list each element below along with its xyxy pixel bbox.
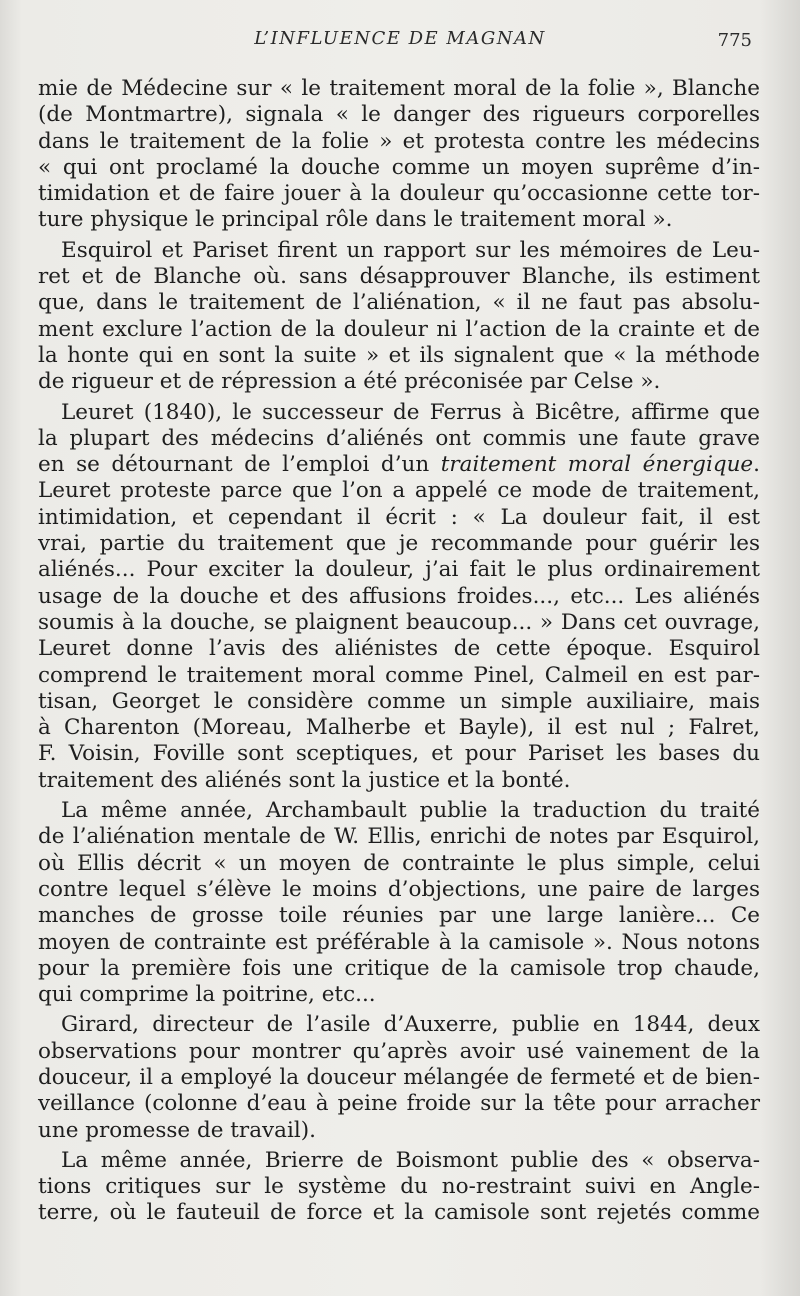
- text-line: Girard, directeur de l’asile d’Auxerre, publie en 1844, deux: [61, 1012, 760, 1038]
- text-line: comprend le traitement moral comme Pinel, Calmeil en est par-: [38, 662, 760, 688]
- text-line: observations pour montrer qu’après avoir usé vainement de la: [38, 1038, 760, 1064]
- text-line: une promesse de travail).: [38, 1117, 316, 1143]
- text-line: qui comprime la poitrine, etc...: [38, 982, 376, 1008]
- text-line: Leuret (1840), le successeur de Ferrus à Bicêtre, affirme que: [61, 399, 760, 425]
- emphasis-text: traitement moral énergique: [440, 452, 754, 478]
- text-line: dans le traitement de la folie » et protesta contre les médecins: [38, 128, 760, 154]
- running-header: [0, 28, 800, 58]
- text-line: usage de la douche et des affusions froides..., etc... Les aliénés: [38, 583, 760, 609]
- text-line: contre lequel s’élève le moins d’objections, une paire de larges: [38, 876, 760, 902]
- text-line: à Charenton (Moreau, Malherbe et Bayle), il est nul ; Falret,: [38, 715, 760, 741]
- text-line: (de Montmartre), signala « le danger des rigueurs corporelles: [38, 102, 760, 128]
- text-line: manches de grosse toile réunies par une large lanière... Ce: [38, 903, 760, 929]
- text-line: La même année, Brierre de Boismont publie des « observa-: [61, 1147, 760, 1173]
- text-line: ture physique le principal rôle dans le traitement moral ».: [38, 207, 673, 233]
- paragraph: [38, 238, 760, 396]
- text-line: Leuret donne l’avis des aliénistes de cette époque. Esquirol: [38, 636, 760, 662]
- paragraph: [38, 798, 760, 1008]
- paragraph: [38, 1012, 760, 1143]
- running-title: L’INFLUENCE DE MAGNAN: [254, 28, 546, 49]
- text-line: aliénés... Pour exciter la douleur, j’ai fait le plus ordinairement: [38, 557, 760, 583]
- page-number: 775: [717, 30, 752, 51]
- text-line: douceur, il a employé la douceur mélangée de fermeté et de bien-: [38, 1064, 760, 1090]
- text-line: moyen de contrainte est préférable à la camisole ». Nous notons: [38, 929, 760, 955]
- text-line: intimidation, et cependant il écrit : « La douleur fait, il est: [38, 504, 760, 530]
- text-line: « qui ont proclamé la douche comme un moyen suprême d’in-: [38, 154, 760, 180]
- text-line: terre, où le fauteuil de force et la camisole sont rejetés comme: [38, 1200, 760, 1226]
- text-line: soumis à la douche, se plaignent beaucoup... » Dans cet ouvrage,: [38, 609, 760, 635]
- text-line: F. Voisin, Foville sont sceptiques, et pour Pariset les bases du: [38, 741, 760, 767]
- text-line: en se détournant de l’emploi d’un traitement moral énergique.: [38, 452, 760, 478]
- text-line: Esquirol et Pariset firent un rapport sur les mémoires de Leu-: [61, 237, 760, 263]
- text-line: la plupart des médecins d’aliénés ont commis une faute grave: [38, 425, 760, 451]
- text-line: vrai, partie du traitement que je recommande pour guérir les: [38, 531, 760, 557]
- text-line: tisan, Georget le considère comme un simple auxiliaire, mais: [38, 688, 760, 714]
- paragraph: [38, 1148, 760, 1227]
- text-line: veillance (colonne d’eau à peine froide sur la tête pour arracher: [38, 1091, 760, 1117]
- text-line: de rigueur et de répression a été préconisée par Celse ».: [38, 369, 661, 395]
- paragraph: [38, 400, 760, 794]
- paragraph: [38, 76, 760, 234]
- text-line: Leuret proteste parce que l’on a appelé ce mode de traitement,: [38, 478, 760, 504]
- text-line: La même année, Archambault publie la traduction du traité: [61, 798, 760, 824]
- text-line: tions critiques sur le système du no-restraint suivi en Angle-: [38, 1174, 760, 1200]
- text-line: ret et de Blanche où. sans désapprouver Blanche, ils estiment: [38, 264, 760, 290]
- text-line: pour la première fois une critique de la camisole trop chaude,: [38, 955, 760, 981]
- text-line: timidation et de faire jouer à la douleur qu’occasionne cette tor-: [38, 181, 760, 207]
- text-line: mie de Médecine sur « le traitement moral de la folie », Blanche: [38, 76, 760, 101]
- body-text: [38, 76, 760, 1227]
- text-line: que, dans le traitement de l’aliénation, « il ne faut pas absolu-: [38, 290, 760, 316]
- text-line: où Ellis décrit « un moyen de contrainte le plus simple, celui: [38, 850, 760, 876]
- text-line: de l’aliénation mentale de W. Ellis, enrichi de notes par Esquirol,: [38, 824, 760, 850]
- text-line: la honte qui en sont la suite » et ils signalent que « la méthode: [38, 342, 760, 368]
- text-line: traitement des aliénés sont la justice et la bonté.: [38, 767, 571, 793]
- text-line: ment exclure l’action de la douleur ni l’action de la crainte et de: [38, 316, 760, 342]
